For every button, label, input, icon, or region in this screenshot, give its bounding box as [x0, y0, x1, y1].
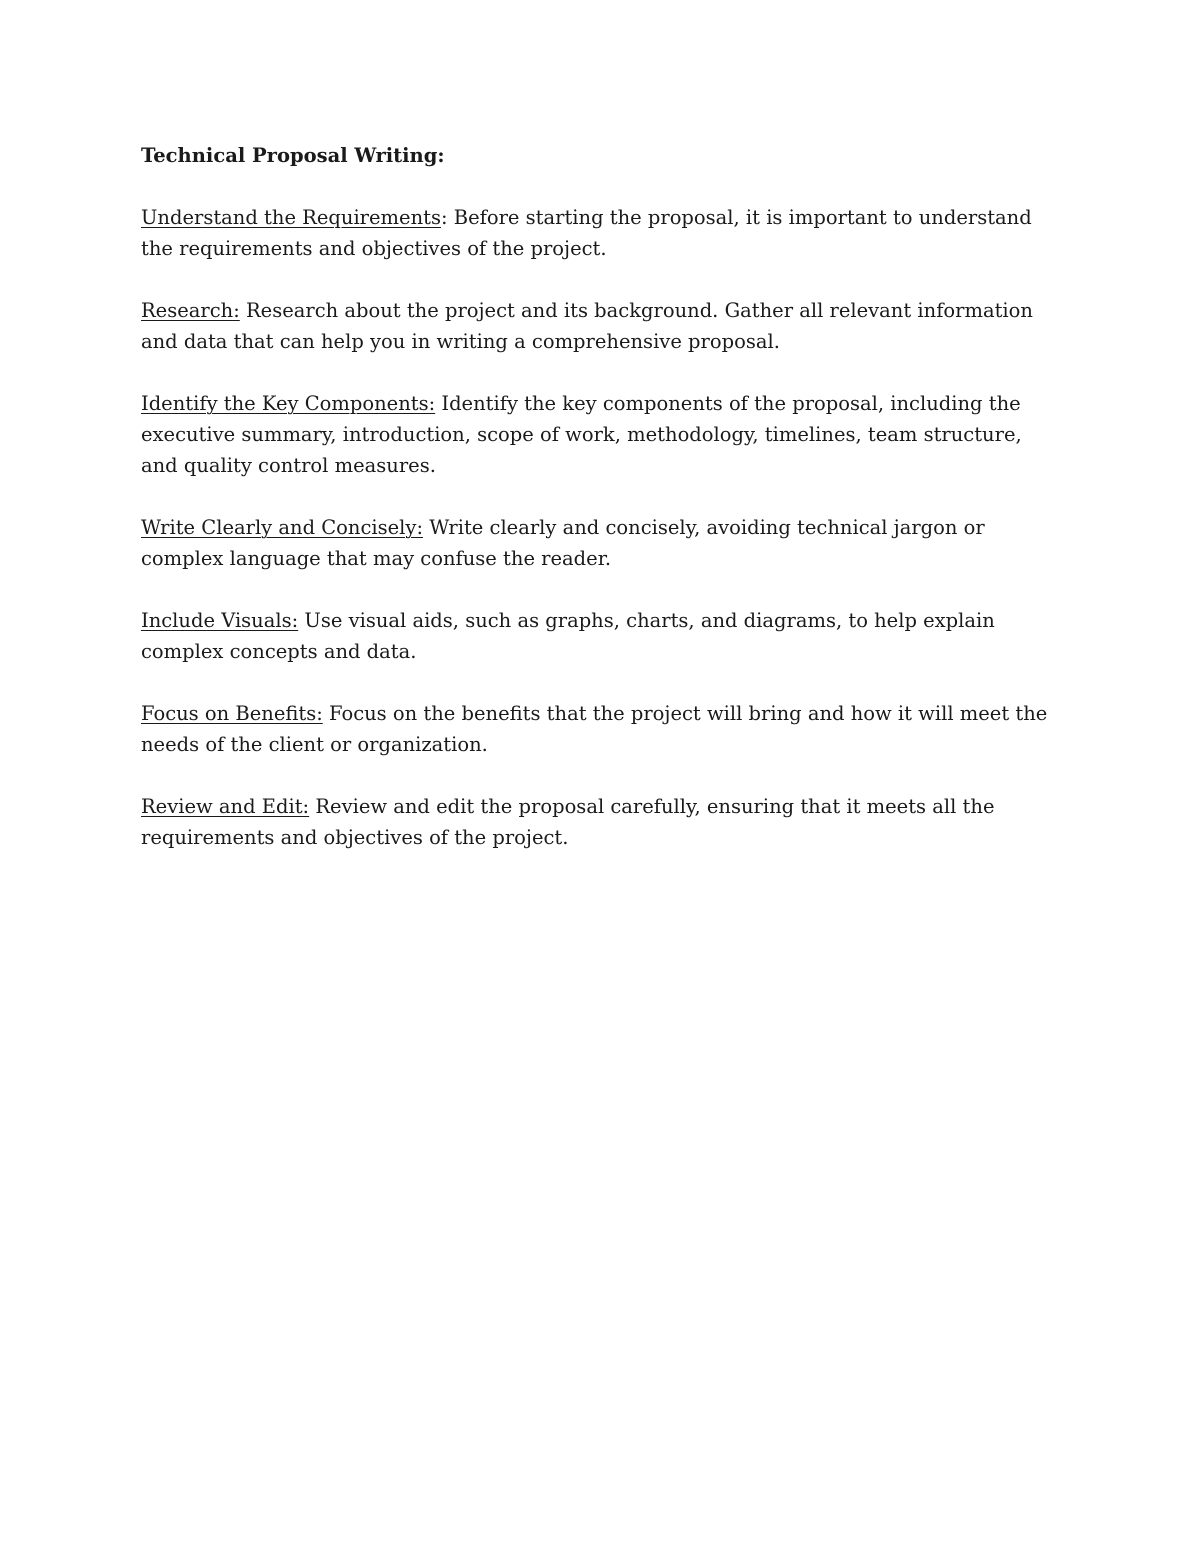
- section-separator: :: [440, 206, 454, 229]
- section-body: Use visual aids, such as graphs, charts, and diagrams, to help explain complex concepts and data.: [141, 609, 995, 663]
- document-title: Technical Proposal Writing:: [141, 144, 445, 167]
- section-focus-benefits: [141, 698, 1061, 760]
- section-heading: Include Visuals:: [141, 609, 299, 632]
- section-include-visuals: [141, 605, 1061, 667]
- section-understand-requirements: [141, 202, 1061, 264]
- section-body: Identify the key components of the proposal, including the executive summary, introduction, scope of work, methodology, timelines, team structure, and quality control measures.: [141, 392, 1022, 477]
- section-body: Review and edit the proposal carefully, ensuring that it meets all the requirements and objectives of the project.: [141, 795, 995, 849]
- section-heading: Identify the Key Components:: [141, 392, 436, 415]
- section-body: Focus on the benefits that the project will bring and how it will meet the needs of the client or organization.: [141, 702, 1048, 756]
- section-body: Research about the project and its background. Gather all relevant information and data that can help you in writing a comprehensive proposal.: [141, 299, 1033, 353]
- section-heading: Understand the Requirements: [141, 206, 441, 229]
- section-heading: Focus on Benefits:: [141, 702, 323, 725]
- document-body: [141, 140, 1061, 884]
- section-heading: Review and Edit:: [141, 795, 310, 818]
- section-heading: Write Clearly and Concisely:: [141, 516, 424, 539]
- section-identify-key-components: [141, 388, 1061, 481]
- section-body: Write clearly and concisely, avoiding technical jargon or complex language that may confuse the reader.: [141, 516, 985, 570]
- section-body: Before starting the proposal, it is important to understand the requirements and objectives of the project.: [141, 206, 1032, 260]
- section-review-edit: [141, 791, 1061, 853]
- section-research: [141, 295, 1061, 357]
- section-heading: Research:: [141, 299, 240, 322]
- section-write-clearly: [141, 512, 1061, 574]
